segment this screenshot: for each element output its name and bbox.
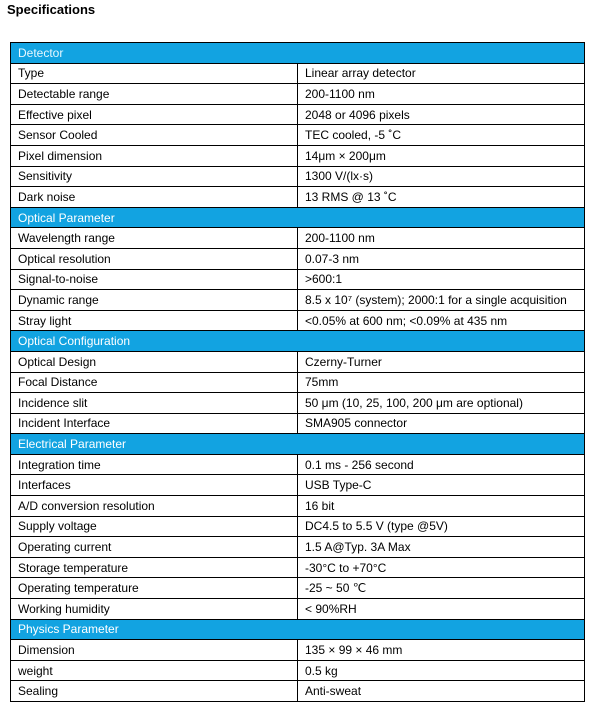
page-title: Specifications <box>7 2 96 17</box>
spec-row <box>11 537 585 558</box>
spec-row <box>11 578 585 599</box>
spec-label: Signal-to-noise <box>11 269 298 290</box>
spec-row <box>11 187 585 208</box>
spec-row <box>11 125 585 146</box>
spec-value: 75mm <box>298 372 585 393</box>
spec-value: 50 μm (10, 25, 100, 200 μm are optional) <box>298 393 585 414</box>
spec-value: SMA905 connector <box>298 413 585 434</box>
spec-value: 1.5 A@Typ. 3A Max <box>298 537 585 558</box>
spec-row <box>11 145 585 166</box>
spec-label: Incidence slit <box>11 393 298 414</box>
spec-value: 13 RMS @ 13 ˚C <box>298 187 585 208</box>
spec-value: USB Type-C <box>298 475 585 496</box>
spec-value: 0.07-3 nm <box>298 248 585 269</box>
spec-value: 0.5 kg <box>298 660 585 681</box>
spec-label: Integration time <box>11 454 298 475</box>
spec-value: 2048 or 4096 pixels <box>298 104 585 125</box>
spec-label: Storage temperature <box>11 557 298 578</box>
spec-value: 8.5 x 10⁷ (system); 2000:1 for a single acquisition <box>298 290 585 311</box>
spec-label: Operating current <box>11 537 298 558</box>
spec-row <box>11 372 585 393</box>
spec-label: Focal Distance <box>11 372 298 393</box>
spec-row <box>11 269 585 290</box>
section-title: Electrical Parameter <box>11 434 585 455</box>
spec-row <box>11 104 585 125</box>
spec-value: 0.1 ms - 256 second <box>298 454 585 475</box>
spec-label: Sensitivity <box>11 166 298 187</box>
section-title: Physics Parameter <box>11 619 585 640</box>
section-header <box>11 434 585 455</box>
spec-label: Pixel dimension <box>11 145 298 166</box>
spec-value: -30°C to +70°C <box>298 557 585 578</box>
spec-label: Sensor Cooled <box>11 125 298 146</box>
spec-row <box>11 681 585 702</box>
specifications-table <box>10 42 585 702</box>
spec-label: Dynamic range <box>11 290 298 311</box>
spec-row <box>11 351 585 372</box>
spec-row <box>11 63 585 84</box>
spec-row <box>11 413 585 434</box>
section-header <box>11 207 585 228</box>
spec-value: 200-1100 nm <box>298 228 585 249</box>
spec-row <box>11 310 585 331</box>
section-title: Optical Configuration <box>11 331 585 352</box>
section-header <box>11 43 585 64</box>
spec-row <box>11 454 585 475</box>
spec-row <box>11 496 585 517</box>
spec-row <box>11 660 585 681</box>
spec-label: Optical Design <box>11 351 298 372</box>
spec-label: Effective pixel <box>11 104 298 125</box>
spec-label: weight <box>11 660 298 681</box>
spec-label: Operating temperature <box>11 578 298 599</box>
spec-label: Incident Interface <box>11 413 298 434</box>
section-title: Optical Parameter <box>11 207 585 228</box>
spec-value: Anti-sweat <box>298 681 585 702</box>
spec-row <box>11 557 585 578</box>
spec-value: <0.05% at 600 nm; <0.09% at 435 nm <box>298 310 585 331</box>
spec-value: Linear array detector <box>298 63 585 84</box>
spec-value: DC4.5 to 5.5 V (type @5V) <box>298 516 585 537</box>
section-header <box>11 331 585 352</box>
spec-label: Dark noise <box>11 187 298 208</box>
spec-row <box>11 516 585 537</box>
spec-label: Wavelength range <box>11 228 298 249</box>
spec-row <box>11 599 585 620</box>
spec-label: Supply voltage <box>11 516 298 537</box>
spec-value: Czerny-Turner <box>298 351 585 372</box>
spec-row <box>11 290 585 311</box>
spec-label: A/D conversion resolution <box>11 496 298 517</box>
spec-row <box>11 166 585 187</box>
spec-value: -25 ~ 50 ℃ <box>298 578 585 599</box>
spec-label: Optical resolution <box>11 248 298 269</box>
spec-label: Dimension <box>11 640 298 661</box>
spec-label: Sealing <box>11 681 298 702</box>
spec-value: 135 × 99 × 46 mm <box>298 640 585 661</box>
spec-label: Detectable range <box>11 84 298 105</box>
spec-value: TEC cooled, -5 ˚C <box>298 125 585 146</box>
spec-label: Stray light <box>11 310 298 331</box>
spec-value: 16 bit <box>298 496 585 517</box>
spec-value: >600:1 <box>298 269 585 290</box>
spec-value: < 90%RH <box>298 599 585 620</box>
spec-row <box>11 640 585 661</box>
spec-row <box>11 228 585 249</box>
spec-row <box>11 393 585 414</box>
spec-value: 200-1100 nm <box>298 84 585 105</box>
spec-value: 14μm × 200μm <box>298 145 585 166</box>
spec-label: Working humidity <box>11 599 298 620</box>
section-header <box>11 619 585 640</box>
spec-row <box>11 475 585 496</box>
spec-row <box>11 84 585 105</box>
spec-row <box>11 248 585 269</box>
spec-value: 1300 V/(lx·s) <box>298 166 585 187</box>
spec-label: Type <box>11 63 298 84</box>
section-title: Detector <box>11 43 585 64</box>
spec-label: Interfaces <box>11 475 298 496</box>
